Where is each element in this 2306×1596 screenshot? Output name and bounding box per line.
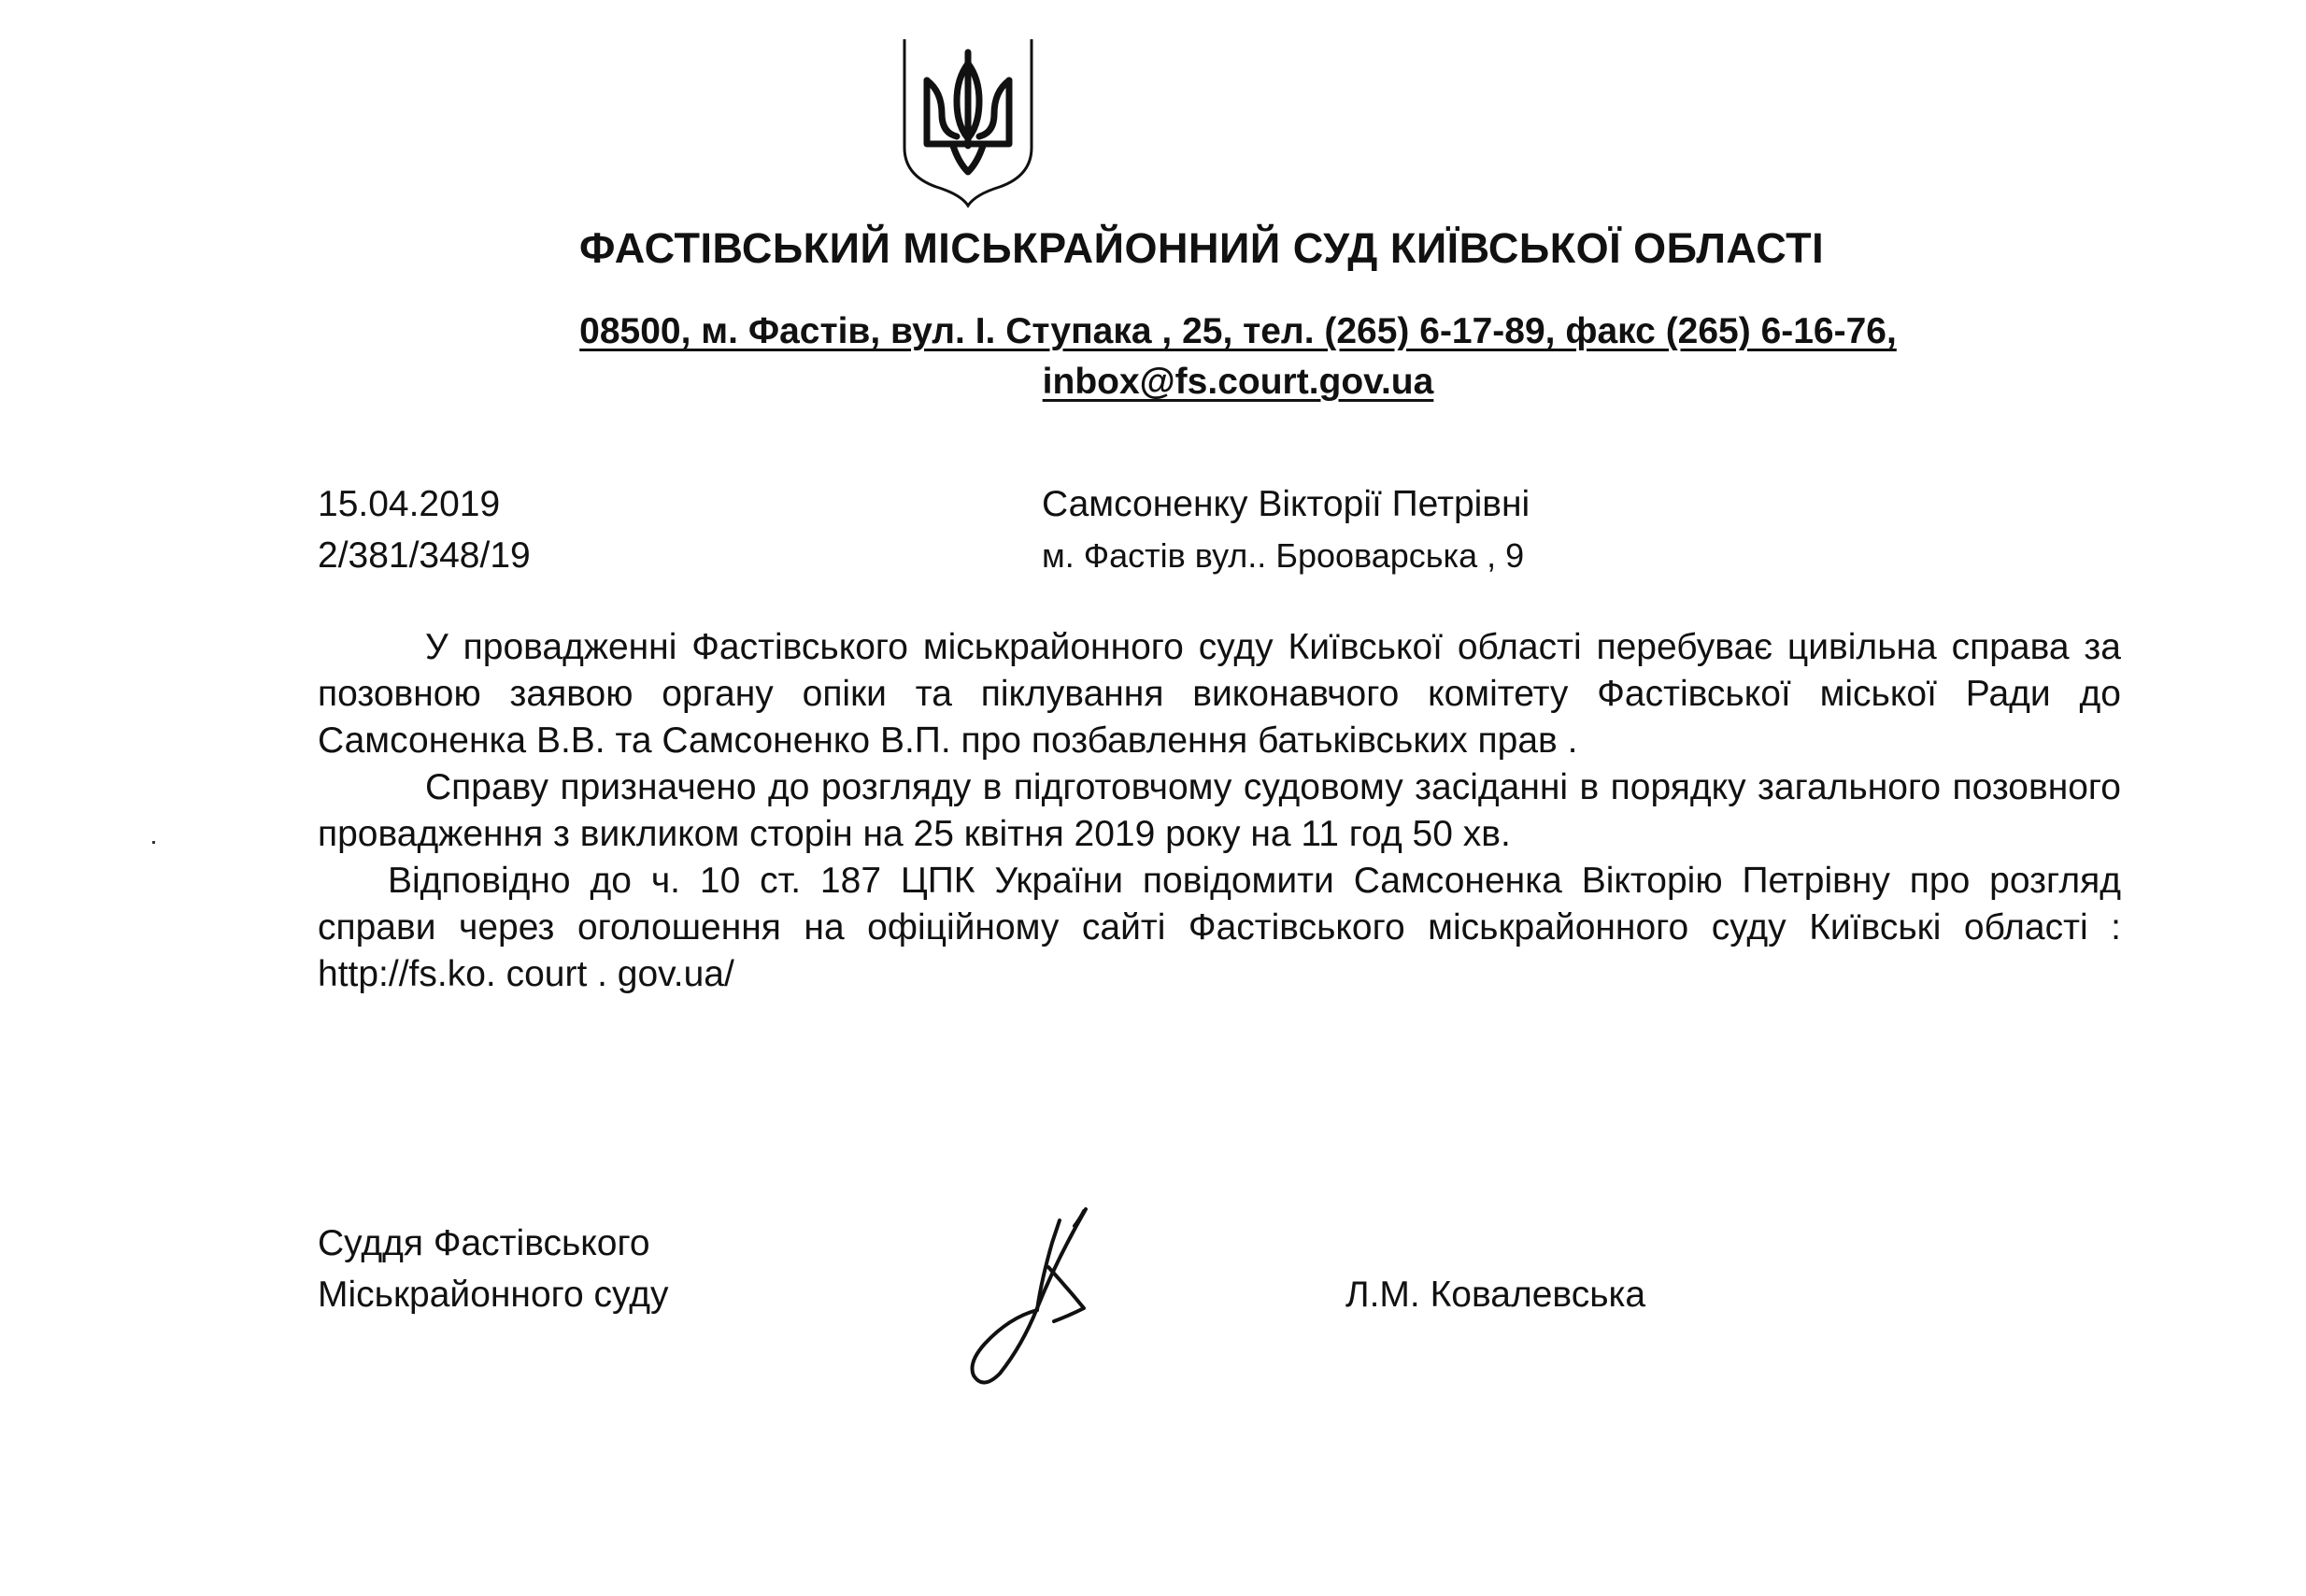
letter-body [318,624,2121,998]
recipient-block [1042,478,1530,581]
body-paragraph: Справу призначено до розгляду в підготовчому судовому засіданні в порядку загального позовного провадження з викликом сторін на 25 квітня 2019 року на 11 год 50 хв. [318,767,2121,854]
scan-speck [152,841,155,844]
recipient-address: м. Фастів вул.. Броoварська , 9 [1042,536,1525,575]
letter-date: 15.04.2019 [318,484,501,524]
judge-title-line: Міськрайонного суду [318,1275,669,1315]
court-address-line: 08500, м. Фастів, вул. І. Ступака , 25, тел. (265) 6-17-89, факс (265) 6-16-76, [579,311,1897,351]
handwritten-signature-icon [944,1205,1112,1392]
judge-name: Л.М. Ковалевська [1345,1275,1646,1315]
body-paragraph: У провадженні Фастівського міськрайонного суду Київської області перебуває цивільна справа за позовною заявою органу опіки та піклування виконавчого комітету Фастівської міської Ради до Самсоненка В.В. та Самсоненко В.П. про позбавлення батьківських прав . [318,627,2121,761]
recipient-name: Самсоненку Вікторії Петрівні [1042,484,1530,524]
court-address [439,306,2037,407]
ukraine-trident-emblem-icon [899,36,1037,209]
letter-meta [318,478,531,581]
judge-title-line: Суддя Фастівського [318,1223,650,1263]
court-email[interactable]: inbox@fs.court.gov.ua [1042,362,1434,402]
judge-title [318,1218,669,1320]
case-number: 2/381/348/19 [318,535,531,576]
court-name: ФАСТІВСЬКИЙ МІСЬКРАЙОННИЙ СУД КИЇВСЬКОЇ ОБЛАСТІ [579,224,1825,272]
body-paragraph: Відповідно до ч. 10 ст. 187 ЦПК України повідомити Самсоненка Вікторію Петрівну про розгляд справи через оголошення на офіційному сайті Фастівського міськрайонного суду Київські області : http://fs.ko. court . gov.ua/ [318,861,2121,994]
